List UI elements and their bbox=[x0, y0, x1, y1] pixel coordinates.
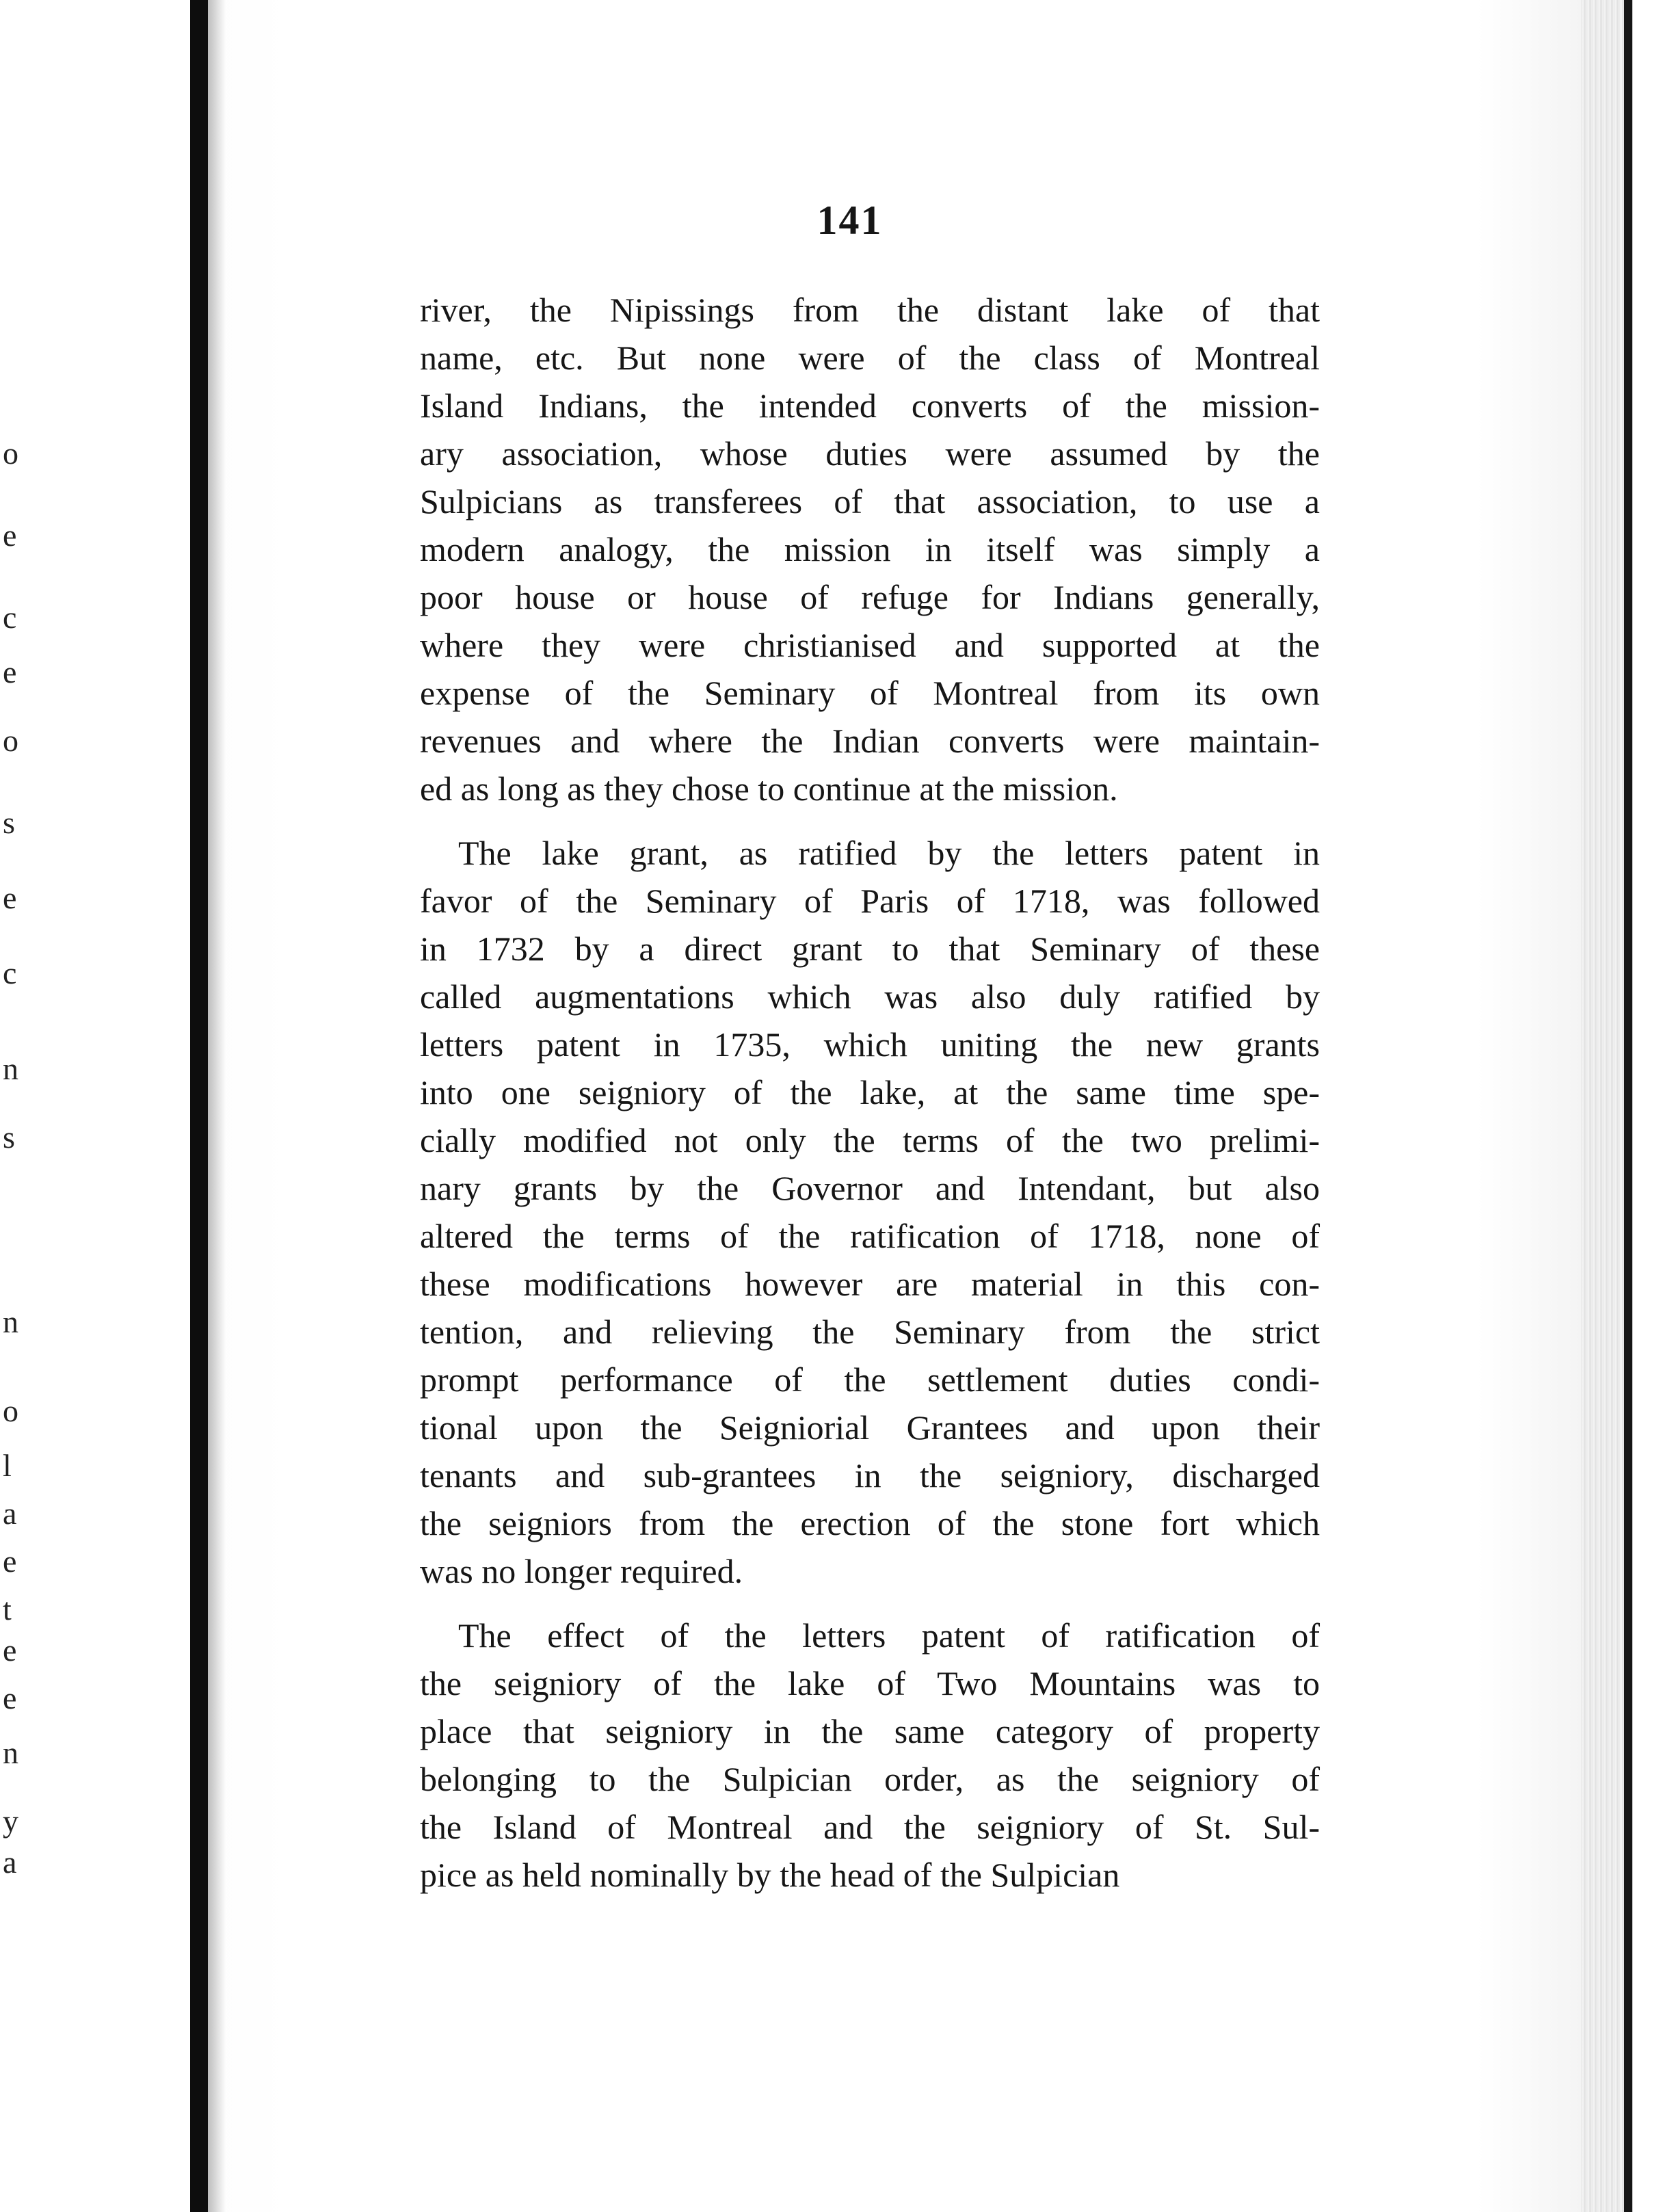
text-line: cially modified not only the terms of the two prelimi- bbox=[420, 1121, 1320, 1159]
facing-page-fragment: e bbox=[3, 518, 17, 553]
page-stack-edge bbox=[1581, 0, 1624, 2212]
facing-page-fragment: a bbox=[3, 1496, 17, 1531]
text-line: expense of the Seminary of Montreal from its own bbox=[420, 674, 1320, 712]
facing-page-fragment: c bbox=[3, 600, 17, 635]
facing-page-fragment: a bbox=[3, 1845, 17, 1880]
text-line: modern analogy, the mission in itself was simply a bbox=[420, 530, 1320, 568]
text-line: altered the terms of the ratification of 1718, none of bbox=[420, 1217, 1320, 1255]
text-line: nary grants by the Governor and Intendant, but also bbox=[420, 1169, 1320, 1207]
previous-page-edge bbox=[0, 0, 190, 2212]
text-line: the seigniors from the erection of the stone fort which bbox=[420, 1504, 1320, 1542]
text-line: Island Indians, the intended converts of the mission- bbox=[420, 386, 1320, 425]
text-line: ary association, whose duties were assumed by the bbox=[420, 434, 1320, 473]
text-line: revenues and where the Indian converts were maintain- bbox=[420, 722, 1320, 760]
text-line: The effect of the letters patent of ratification of bbox=[458, 1616, 1320, 1655]
text-line: tional upon the Seigniorial Grantees and upon their bbox=[420, 1408, 1320, 1447]
facing-page-fragment: e bbox=[3, 1681, 17, 1715]
facing-page-fragment: n bbox=[3, 1735, 18, 1770]
facing-page-fragment: o bbox=[3, 723, 18, 758]
text-line: the seigniory of the lake of Two Mountains was to bbox=[420, 1664, 1320, 1702]
facing-page-fragment: s bbox=[3, 1120, 15, 1155]
text-line: The lake grant, as ratified by the letters patent in bbox=[458, 834, 1320, 872]
text-line: in 1732 by a direct grant to that Seminary of these bbox=[420, 930, 1320, 968]
scan-background bbox=[1632, 0, 1672, 2212]
facing-page-fragment: o bbox=[3, 436, 18, 471]
facing-page-fragment: n bbox=[3, 1304, 18, 1339]
text-line: letters patent in 1735, which uniting the new grants bbox=[420, 1025, 1320, 1064]
gutter-shadow bbox=[208, 0, 226, 2212]
facing-page-fragment: l bbox=[3, 1448, 12, 1483]
paragraph bbox=[420, 829, 1320, 1595]
text-line: tention, and relieving the Seminary from the strict bbox=[420, 1313, 1320, 1351]
body-text bbox=[420, 286, 1320, 1899]
text-line: Sulpicians as transferees of that association, to use a bbox=[420, 482, 1320, 521]
text-line: poor house or house of refuge for Indians generally, bbox=[420, 578, 1320, 616]
text-line: name, etc. But none were of the class of Montreal bbox=[420, 339, 1320, 377]
text-line: where they were christianised and supported at the bbox=[420, 626, 1320, 664]
paragraph bbox=[420, 286, 1320, 813]
facing-page-fragment: c bbox=[3, 956, 17, 990]
text-line: ed as long as they chose to continue at the mission. bbox=[420, 769, 1118, 808]
text-line: river, the Nipissings from the distant lake of that bbox=[420, 291, 1320, 329]
text-line: was no longer required. bbox=[420, 1552, 743, 1590]
binding-gutter bbox=[190, 0, 208, 2212]
text-line: place that seigniory in the same category of property bbox=[420, 1712, 1320, 1750]
text-line: prompt performance of the settlement duties condi- bbox=[420, 1360, 1320, 1399]
text-line: these modifications however are material in this con- bbox=[420, 1265, 1320, 1303]
text-line: pice as held nominally by the head of the Sulpician bbox=[420, 1856, 1120, 1894]
facing-page-fragment: e bbox=[3, 880, 17, 915]
page-number: 141 bbox=[817, 198, 883, 243]
text-line: favor of the Seminary of Paris of 1718, was followed bbox=[420, 882, 1320, 920]
book-right-edge bbox=[1624, 0, 1632, 2212]
facing-page-fragment: e bbox=[3, 1633, 17, 1668]
text-line: the Island of Montreal and the seigniory of St. Sul- bbox=[420, 1808, 1320, 1846]
text-line: called augmentations which was also duly ratified by bbox=[420, 977, 1320, 1016]
facing-page-fragment: y bbox=[3, 1804, 18, 1839]
facing-page-fragment: n bbox=[3, 1051, 18, 1086]
facing-page-fragment: t bbox=[3, 1592, 12, 1627]
paragraph bbox=[420, 1611, 1320, 1899]
text-line: belonging to the Sulpician order, as the seigniory of bbox=[420, 1760, 1320, 1798]
facing-page-fragment: e bbox=[3, 655, 17, 689]
facing-page-fragment: s bbox=[3, 805, 15, 840]
text-line: tenants and sub-grantees in the seigniory, discharged bbox=[420, 1456, 1320, 1495]
facing-page-fragment: o bbox=[3, 1393, 18, 1428]
text-line: into one seigniory of the lake, at the same time spe- bbox=[420, 1073, 1320, 1111]
facing-page-fragment: e bbox=[3, 1544, 17, 1579]
